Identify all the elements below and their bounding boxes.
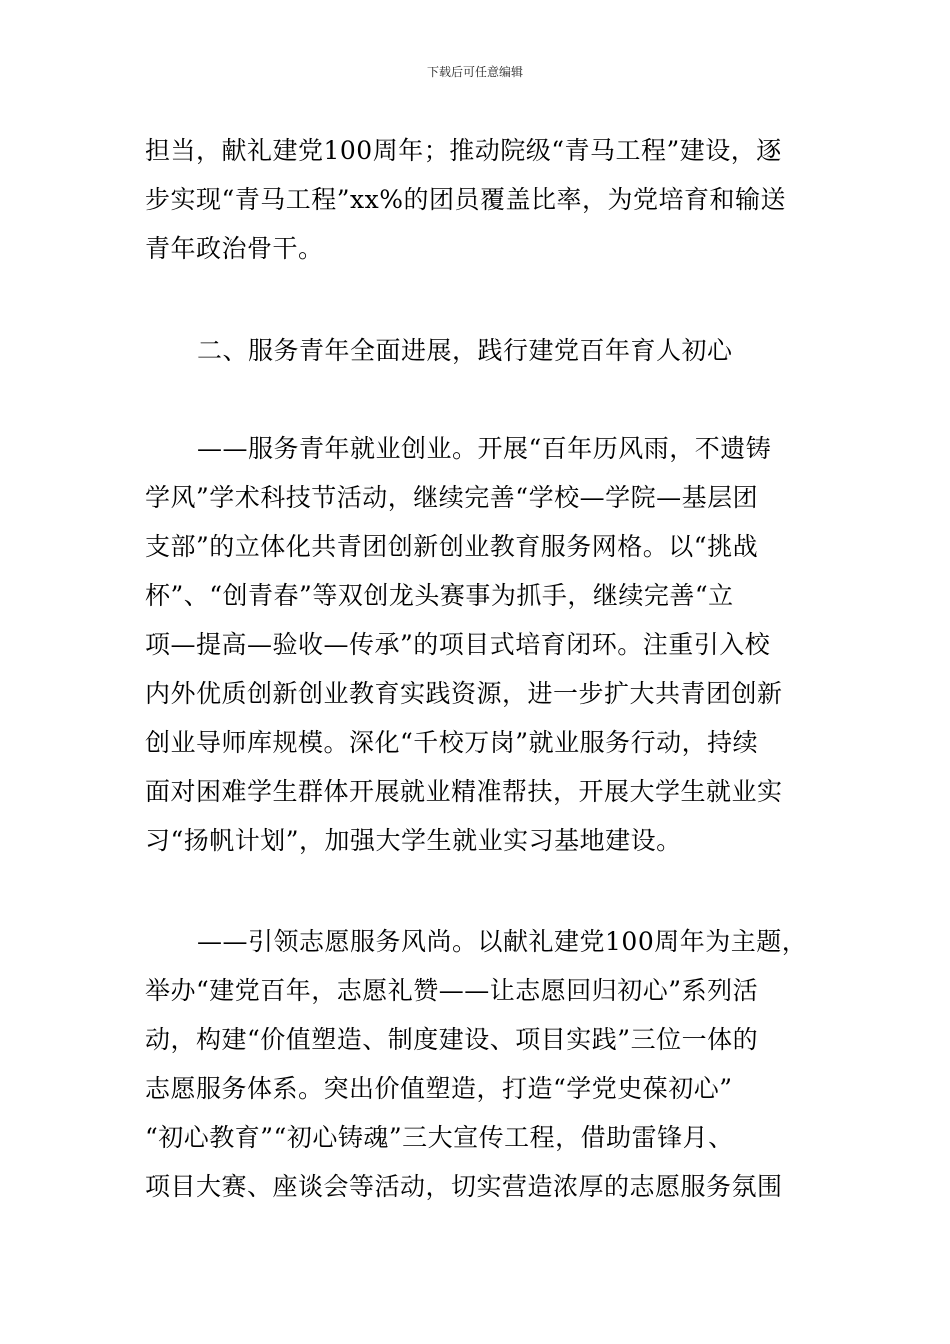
text-line: 志愿服务体系。突出价值塑造，打造“学党史葆初心” (145, 1074, 733, 1103)
text-line: 青年政治骨干。 (145, 234, 324, 263)
text-line: 项目大赛、座谈会等活动，切实营造浓厚的志愿服务氛围 (145, 1172, 783, 1201)
text-line: 杯”、“创青春”等双创龙头赛事为抓手，继续完善“立 (145, 581, 734, 610)
paragraph-continuation (145, 126, 813, 273)
heading-line: 二、服务青年全面进展，践行建党百年育人初心 (197, 336, 733, 365)
text-line: 面对困难学生群体开展就业精准帮扶，开展大学生就业实 (145, 777, 783, 806)
text-line: 内外优质创新创业教育实践资源，进一步扩大共青团创新 (145, 679, 783, 708)
text-line: 举办“建党百年，志愿礼赞——让志愿回归初心”系列活 (145, 976, 759, 1005)
text-line: 项—提高—验收—传承”的项目式培育闭环。注重引入校 (145, 630, 771, 659)
text-line: ——引领志愿服务风尚。以献礼建党100周年为主题， (197, 927, 808, 956)
paragraph-volunteer (145, 917, 813, 1211)
text-line: 担当，献礼建党100周年；推动院级“青马工程”建设，逐 (145, 136, 782, 165)
text-line: 动，构建“价值塑造、制度建设、项目实践”三位一体的 (145, 1025, 759, 1054)
text-line: 创业导师库规模。深化“千校万岗”就业服务行动，持续 (145, 728, 759, 757)
paragraph-employment (145, 424, 813, 865)
text-line: “初心教育”“初心铸魂”三大宣传工程，借助雷锋月、 (145, 1123, 734, 1152)
text-line: 支部”的立体化共青团创新创业教育服务网格。以“挑战 (145, 532, 759, 561)
section-heading (145, 326, 813, 375)
text-line: 步实现“青马工程”xx%的团员覆盖比率，为党培育和输送 (145, 185, 787, 214)
page-header: 下载后可任意编辑 (426, 65, 523, 79)
text-line: 习“扬帆计划”，加强大学生就业实习基地建设。 (145, 826, 682, 855)
text-line: 学风”学术科技节活动，继续完善“学校—学院—基层团 (145, 483, 759, 512)
text-line: ——服务青年就业创业。开展“百年历风雨，不遗铸 (197, 434, 772, 463)
